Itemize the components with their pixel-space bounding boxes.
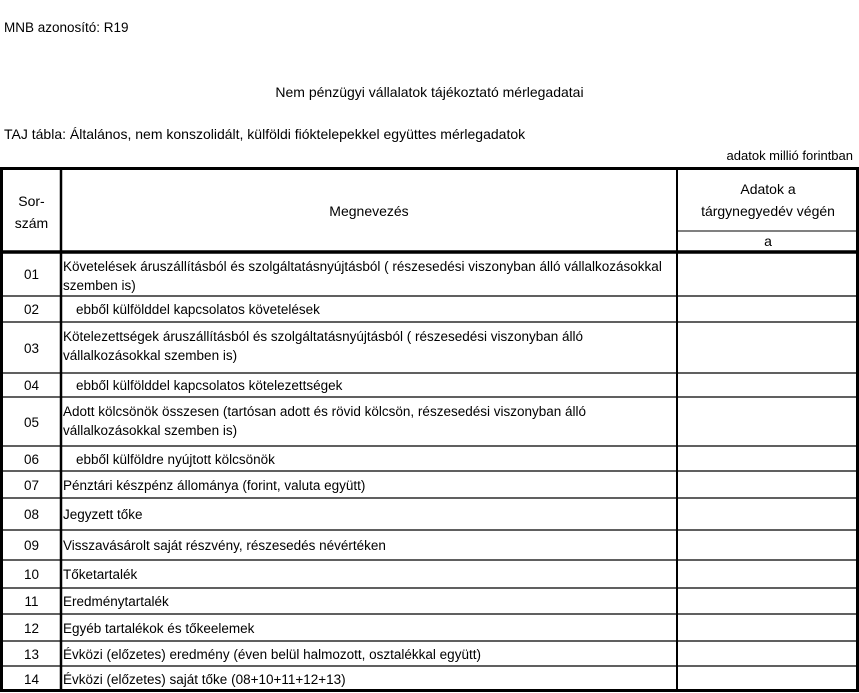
row-number: 03 — [23, 340, 40, 356]
row-number: 05 — [23, 414, 40, 430]
column-header-megnevezes: Megnevezés — [329, 203, 409, 219]
column-header-adatok — [678, 178, 858, 222]
row-description: ebből külföldre nyújtott kölcsönök — [76, 451, 275, 467]
row-number: 04 — [23, 378, 40, 393]
row-number: 14 — [23, 671, 40, 687]
unit-note: adatok millió forintban — [726, 148, 853, 163]
adatok-line1: Adatok a — [740, 181, 796, 197]
row-number: 06 — [23, 451, 40, 467]
row-number: 08 — [23, 507, 40, 522]
column-code-a: a — [764, 233, 772, 249]
row-description: Egyéb tartalékok és tőkeelemek — [63, 620, 255, 636]
row-description: Tőketartalék — [63, 567, 138, 582]
row-description: Pénztári készpénz állománya (forint, valuta együtt) — [63, 477, 366, 493]
row-number: 02 — [23, 302, 40, 317]
row-description: Adott kölcsönök összesen (tartósan adott és rövid kölcsön, részesedési viszonyban álló vállalkozásokkal szemben is) — [63, 404, 587, 438]
row-description: ebből külfölddel kapcsolatos kötelezettségek — [76, 378, 343, 393]
row-description: Eredménytartalék — [63, 594, 169, 609]
page-title: Nem pénzügyi vállalatok tájékoztató mérlegadatai — [275, 84, 584, 100]
sorszam-line1: Sor- — [18, 193, 45, 209]
sorszam-line2: szám — [14, 215, 49, 231]
column-header-sorszam — [3, 190, 60, 234]
row-number: 09 — [23, 538, 40, 553]
row-description: Jegyzett tőke — [63, 507, 143, 522]
row-description: Kötelezettségek áruszállításból és szolgáltatásnyújtásból ( részesedési viszonyban álló vállalkozásokkal szemben is) — [63, 329, 584, 363]
row-description: Évközi (előzetes) eredmény (éven belül halmozott, osztalékkal együtt) — [63, 646, 481, 662]
row-number: 12 — [23, 620, 40, 636]
row-description: ebből külfölddel kapcsolatos követelések — [76, 302, 320, 317]
row-description: Követelések áruszállításból és szolgáltatásnyújtásból ( részesedési viszonyban álló vállalkozásokkal szemben is) — [63, 259, 662, 293]
row-description: Visszavásárolt saját részvény, részesedés névértéken — [63, 538, 386, 553]
row-number: 01 — [23, 267, 40, 282]
row-number: 07 — [23, 477, 40, 493]
adatok-line2: tárgynegyedév végén — [701, 203, 835, 219]
row-number: 10 — [23, 567, 40, 582]
mnb-identifier: MNB azonosító: R19 — [4, 20, 129, 35]
row-number: 13 — [23, 646, 40, 662]
table-title: TAJ tábla: Általános, nem konszolidált, külföldi fióktelepekkel együttes mérlegadatok — [4, 126, 526, 142]
row-description: Évközi (előzetes) saját tőke (08+10+11+12+13) — [63, 671, 346, 687]
row-number: 11 — [24, 594, 39, 609]
